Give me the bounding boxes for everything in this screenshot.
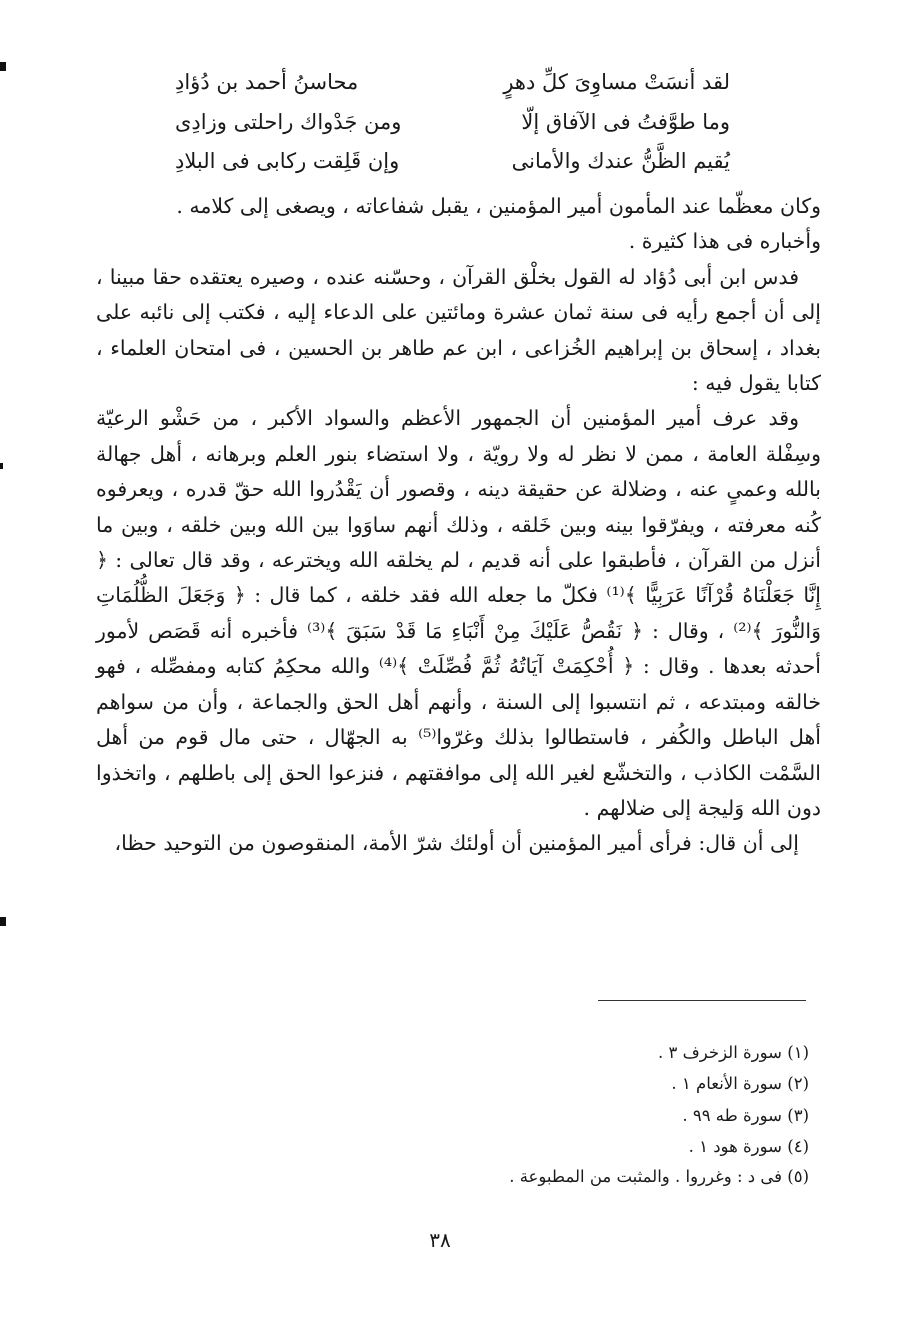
paragraph: وكان معظّما عند المأمون أمير المؤمنين ، يقبل شفاعاته ، ويصغى إلى كلامه . [176, 194, 821, 218]
verse-first-hemistich: لقد أنسَتْ مساوِىَ كلِّ دهرٍ [503, 70, 730, 94]
verse-first-hemistich: يُقيم الظَّنُّ عندك والأمانى [511, 149, 730, 173]
footnote: (١) سورة الزخرف ٣ . [658, 1043, 809, 1062]
verse-second-hemistich: وإن قَلِقت ركابى فى البلادِ [175, 149, 400, 173]
scan-mark-middle [0, 463, 3, 469]
paragraph: إلى أن قال: فرأى أمير المؤمنين أن أولئك شرّ الأمة، المنقوصون من التوحيد حظا، [114, 831, 799, 856]
scan-mark-bottom [0, 917, 6, 926]
footnote: (٢) سورة الأنعام ١ . [671, 1074, 809, 1093]
poem-verse [175, 141, 730, 181]
paragraph: فدس ابن أبى دُؤاد له القول بخلْق القرآن ، وحسّنه عنده ، وصيره يعتقده حقا مبينا ، إلى أن أجمع رأيه فى سنة ثمان عشرة ومائتين على الدعاء إليه ، فكتب إلى نائبه على بغداد ، إسحاق بن إبراهيم الخُزاعى ، ابن عم طاهر بن الحسين ، فى امتحان العلماء ، كتابا يقول فيه : [96, 264, 821, 396]
verse-second-hemistich: ومن جَدْواك راحلتى وزادِى [175, 110, 402, 134]
poem-verse [175, 102, 730, 142]
footnote: (٤) سورة هود ١ . [688, 1137, 809, 1156]
footnote: (٣) سورة طه ٩٩ . [682, 1106, 809, 1125]
footnote: (٥) فى د : وغرروا . والمثبت من المطبوعة . [509, 1167, 809, 1186]
page-number: ٣٨ [429, 1228, 451, 1252]
verse-first-hemistich: وما طوَّفتُ فى الآفاق إلّا [521, 110, 730, 134]
poem-verse [175, 62, 730, 102]
verse-second-hemistich: محاسنُ أحمد بن دُؤادِ [175, 70, 359, 94]
paragraph: وقد عرف أمير المؤمنين أن الجمهور الأعظم والسواد الأكبر ، من حَشْو الرعيّة وسِفْلة العامة ، ممن لا نظر له ولا رويّة ، ولا استضاء بنور العلم وبرهانه ، أهل جهالة بالله وعمىٍ عنه ، وضلالة عن حقيقة دينه ، وقصور أن يَقْدُروا الله حقّ قدره ، ويعرفوه كُنه معرفته ، ويفرّقوا بينه وبين خَلقه ، وذلك أنهم ساوَوا بين الله وبين خلقه ، وبين ما أنزل من القرآن ، فأطبقوا على أنه قديم ، لم يخلقه الله ويخترعه ، وقد قال تعالى : ﴿ إِنَّا جَعَلْنَاهُ قُرْآنًا عَرَبِيًّا ﴾⁽¹⁾ فكلّ ما جعله الله فقد خلقه ، كما قال : ﴿ وَجَعَلَ الظُّلُمَاتِ وَالنُّورَ ﴾⁽²⁾ ، وقال : ﴿ نَقُصُّ عَلَيْكَ مِنْ أَنْبَاءِ مَا قَدْ سَبَقَ ﴾⁽³⁾ فأخبره أنه قَصَص لأمور أحدثه بعدها . وقال : ﴿ أُحْكِمَتْ آيَاتُهُ ثُمَّ فُصِّلَتْ ﴾⁽⁴⁾ والله محكِمُ كتابه ومفصِّله ، فهو خالقه ومبتدعه ، ثم انتسبوا إلى السنة ، وأنهم أهل الحق والجماعة ، وأن من سواهم أهل الباطل والكُفر ، فاستطالوا بذلك وغرّوا⁽⁵⁾ به الجهّال ، حتى مال قوم من أهل السَّمْت الكاذب ، والتخشّع لغير الله إلى موافقتهم ، فنزعوا الحق إلى باطلهم ، واتخذوا دون الله وَليجة إلى ضلالهم . [96, 406, 822, 820]
paragraph: وأخباره فى هذا كثيرة . [628, 229, 821, 254]
body-text [96, 189, 821, 862]
footnote-separator [598, 1000, 806, 1001]
scan-mark-top [0, 62, 6, 71]
